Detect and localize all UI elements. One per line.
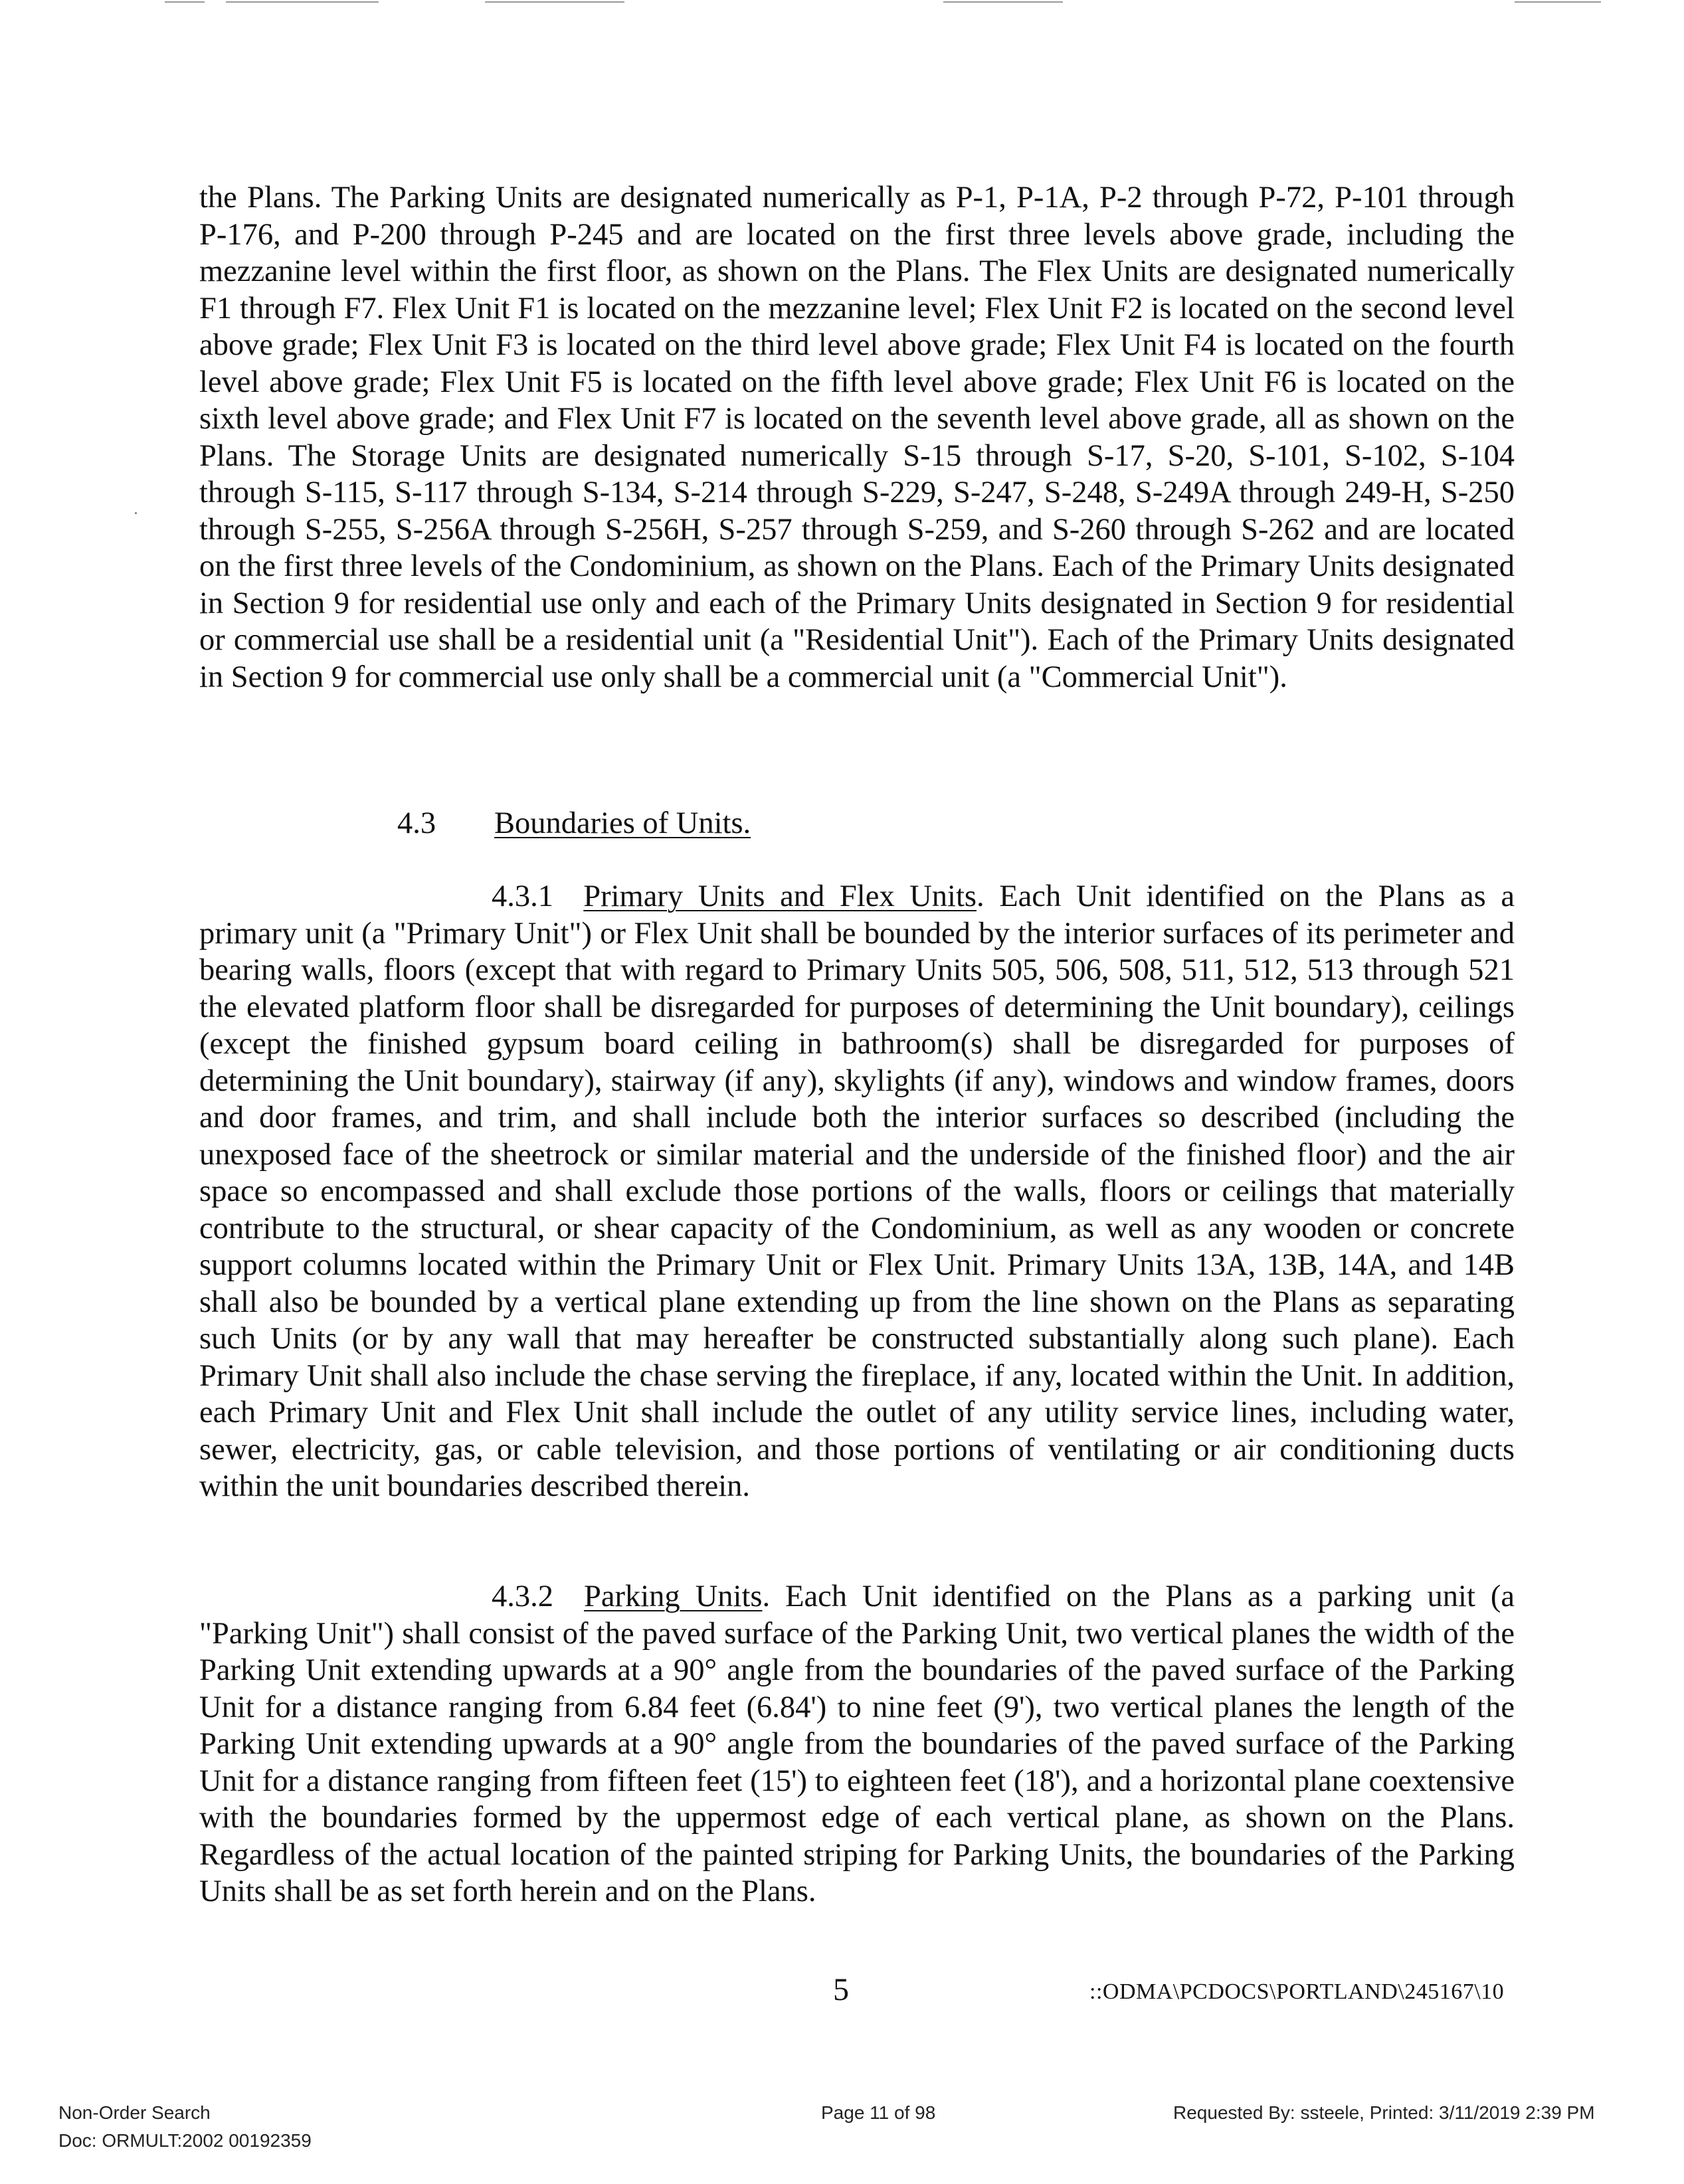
footer-requested-by: Requested By: ssteele, Printed: 3/11/2019 2:39 PM [1173,2102,1595,2123]
section-heading-4-3 [397,805,751,842]
subsection-text: . Each Unit identified on the Plans as a parking unit (a "Parking Unit") shall consist of the paved surface of the Parking Unit, two vertical planes the width of the Parking Unit extending upwards at a 90° angle from the boundaries of the paved surface of the Parking Unit for a distance ranging from 6.84 feet (6.84') to nine feet (9'), two vertical planes the length of the Parking Unit extending upwards at a 90° angle from the boundaries of the paved surface of the Parking Unit for a distance ranging from fifteen feet (15') to eighteen feet (18'), and a horizontal plane coextensive with the boundaries formed by the uppermost edge of each vertical plane, as shown on the Plans. Regardless of the actual location of the painted striping for Parking Units, the boundaries of the Parking Units shall be as set forth herein and on the Plans. [199,1580,1515,1908]
paragraph-top [199,179,1515,695]
section-number: 4.3 [397,806,436,840]
subsection-title: Primary Units and Flex Units [583,879,977,913]
document-path: ::ODMA\PCDOCS\PORTLAND\245167\10 [1089,1979,1505,2004]
footer-search-type: Non-Order Search [58,2102,211,2123]
section-title: Boundaries of Units. [494,806,751,840]
section-4-3-2 [199,1578,1515,1910]
subsection-number: 4.3.2 [492,1580,553,1613]
scan-speck [135,512,137,514]
scan-top-marks [0,0,1684,9]
footer-doc-id: Doc: ORMULT:2002 00192359 [58,2130,312,2151]
section-4-3-1 [199,878,1515,1505]
subsection-number: 4.3.1 [492,879,553,913]
paragraph-top-text: the Plans. The Parking Units are designated numerically as P-1, P-1A, P-2 through P-72, P-101 through P-176, and P-200 through P-245 and are located on the first three levels above grade, including the mezzanine level within the first floor, as shown on the Plans. The Flex Units are designated numerically F1 through F7. Flex Unit F1 is located on the mezzanine level; Flex Unit F2 is located on the second level above grade; Flex Unit F3 is located on the third level above grade; Flex Unit F4 is located on the fourth level above grade; Flex Unit F5 is located on the fifth level above grade; Flex Unit F6 is located on the sixth level above grade; and Flex Unit F7 is located on the seventh level above grade, all as shown on the Plans. The Storage Units are designated numerically S-15 through S-17, S-20, S-101, S-102, S-104 through S-115, S-117 through S-134, S-214 through S-229, S-247, S-248, S-249A through 249-H, S-250 through S-255, S-256A through S-256H, S-257 through S-259, and S-260 through S-262 and are located on the first three levels of the Condominium, as shown on the Plans. Each of the Primary Units designated in Section 9 for residential use only and each of the Primary Units designated in Section 9 for residential or commercial use shall be a residential unit (a "Residential Unit"). Each of the Primary Units designated in Section 9 for commercial use only shall be a commercial unit (a "Commercial Unit"). [199,181,1515,694]
subsection-text: . Each Unit identified on the Plans as a primary unit (a "Primary Unit") or Flex Unit shall be bounded by the interior surfaces of its perimeter and bearing walls, floors (except that with regard to Primary Units 505, 506, 508, 511, 512, 513 through 521 the elevated platform floor shall be disregarded for purposes of determining the Unit boundary), ceilings (except the finished gypsum board ceiling in bathroom(s) shall be disregarded for purposes of determining the Unit boundary), stairway (if any), skylights (if any), windows and window frames, doors and door frames, and trim, and shall include both the interior surfaces so described (including the unexposed face of the sheetrock or similar material and the underside of the finished floor) and the air space so encompassed and shall exclude those portions of the walls, floors or ceilings that materially contribute to the structural, or shear capacity of the Condominium, as well as any wooden or concrete support columns located within the Primary Unit or Flex Unit. Primary Units 13A, 13B, 14A, and 14B shall also be bounded by a vertical plane extending up from the line shown on the Plans as separating such Units (or by any wall that may hereafter be constructed substantially along such plane). Each Primary Unit shall also include the chase serving the fireplace, if any, located within the Unit. In addition, each Primary Unit and Flex Unit shall include the outlet of any utility service lines, including water, sewer, electricity, gas, or cable television, and those portions of ventilating or air conditioning ducts within the unit boundaries described therein. [199,879,1515,1503]
page-number: 5 [833,1972,849,2007]
subsection-title: Parking Units [584,1580,763,1613]
footer-page-count: Page 11 of 98 [821,2102,936,2123]
